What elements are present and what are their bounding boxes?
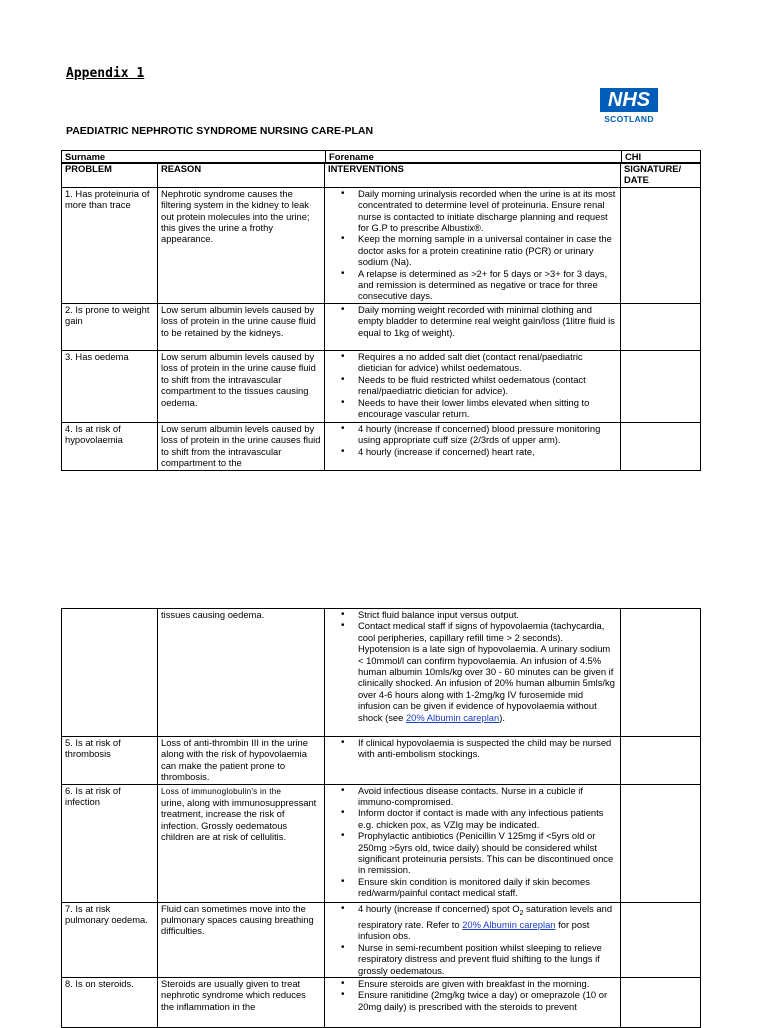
table-row (62, 977, 701, 1027)
list-item-text: Contact medical staff if signs of hypovolaemia (tachycardia, cool peripheries, capillary refill time > 2 seconds). Hypotension is a late sign of hypovolaemia. A urinary sodium < 10mmol/l can confirm hypovolaemia. An infusion of 4.5% human albumin 10mls/kg over 30 - 60 minutes can be given if clinically shocked. An infusion of 20% human albumin 5mls/kg over 4-6 hours along with 1-2mg/kg IV furosemide mid infusion can be given if evidence of hypovolaemia without shock (see (358, 620, 615, 723)
forename-label: Forename (326, 151, 622, 164)
interventions-cell (325, 303, 621, 350)
subscript-2: 2 (519, 909, 524, 917)
interventions-cell (325, 187, 621, 303)
list-item: • Strict fluid balance input versus output. (358, 609, 617, 620)
table-row (62, 902, 701, 977)
reason-cell: Nephrotic syndrome causes the filtering system in the kidney to leak out protein molecules into the urine; this gives the urine a frothy appearance. (158, 187, 325, 303)
list-item: • Keep the morning sample in a universal container in case the doctor asks for a protein creatinine ratio (PCR) or urinary sodium (Na). (358, 233, 617, 267)
table-row (62, 737, 701, 785)
interventions-cell (325, 737, 621, 785)
signature-cell[interactable] (621, 784, 701, 902)
reason-cell: Steroids are usually given to treat nephrotic syndrome which reduces the inflammation in the (158, 977, 325, 1027)
list-item: • Daily morning weight recorded with minimal clothing and empty bladder to determine real weight gain/loss (1litre fluid is equal to 1kg of weight). (358, 304, 617, 338)
nhs-logo-subtitle: SCOTLAND (604, 114, 654, 124)
albumin-careplan-link[interactable]: 20% Albumin careplan (405, 711, 500, 723)
signature-cell[interactable] (621, 303, 701, 350)
interventions-cell (325, 422, 621, 470)
albumin-careplan-link[interactable]: 20% Albumin careplan (462, 918, 556, 930)
column-header-signature: SIGNATURE/ DATE (621, 163, 701, 188)
nhs-logo-mark: NHS (600, 88, 658, 112)
list-item: • A relapse is determined as >2+ for 5 days or >3+ for 3 days, and remission is determined as negative or trace for three consecutive days. (358, 268, 617, 302)
list-item: • 4 hourly (increase if concerned) heart rate, (358, 446, 617, 457)
reason-cell: Low serum albumin levels caused by loss of protein in the urine cause fluid to shift from the intravascular compartment to the tissues causing oedema. (158, 350, 325, 422)
reason-cell: tissues causing oedema. (158, 609, 325, 737)
list-item-text-end: ). (499, 711, 505, 723)
reason-cell (158, 784, 325, 902)
table-row (62, 609, 701, 737)
column-header-reason: REASON (158, 163, 325, 188)
problem-cell: 2. Is prone to weight gain (62, 303, 158, 350)
list-item-text: for post infusion obs. (358, 918, 590, 942)
interventions-cell (325, 977, 621, 1027)
chi-label: CHI (622, 151, 701, 164)
appendix-heading: Appendix 1 (66, 66, 145, 81)
signature-cell[interactable] (621, 609, 701, 737)
reason-cell: Loss of anti-thrombin III in the urine along with the risk of hypovolaemia can make the patient prone to thrombosis. (158, 737, 325, 785)
list-item: • 4 hourly (increase if concerned) blood pressure monitoring using appropriate cuff size (2/3rds of upper arm). (358, 423, 617, 446)
column-header-problem: PROBLEM (62, 163, 158, 188)
signature-cell[interactable] (621, 350, 701, 422)
list-item-text: 4 hourly (increase if concerned) spot O (358, 902, 520, 914)
reason-cell: Low serum albumin levels caused by loss of protein in the urine cause fluid to be retained by the kidneys. (158, 303, 325, 350)
signature-cell[interactable] (621, 977, 701, 1027)
list-item: • Inform doctor if contact is made with any infectious patients e.g. chicken pox, as VZIg may be indicated. (358, 807, 617, 830)
list-item: • Ensure steroids are given with breakfast in the morning. (358, 978, 617, 989)
list-item-text: saturation levels and respiratory rate. Refer to (358, 902, 613, 930)
reason-text-small: Loss of immunoglobulin's in the (161, 786, 282, 796)
interventions-cell (325, 609, 621, 737)
problem-cell: 5. Is at risk of thrombosis (62, 737, 158, 785)
interventions-cell (325, 350, 621, 422)
reason-cell: Fluid can sometimes move into the pulmonary spaces causing breathing difficulties. (158, 902, 325, 977)
interventions-cell (325, 784, 621, 902)
reason-text: urine, along with immunosuppressant treatment, increase the risk of infection. Grossly oedematous children are at risk of cellulitis. (161, 797, 317, 843)
signature-cell[interactable] (621, 737, 701, 785)
list-item: • Ensure ranitidine (2mg/kg twice a day) or omeprazole (10 or 20mg daily) is prescribed with the steroids to prevent (358, 989, 617, 1012)
table-row (62, 784, 701, 902)
table-row (62, 187, 701, 303)
list-item: • Avoid infectious disease contacts. Nurse in a cubicle if immuno-compromised. (358, 785, 617, 808)
signature-cell[interactable] (621, 187, 701, 303)
care-plan-table-page2 (61, 608, 701, 1028)
reason-cell: Low serum albumin levels caused by loss of protein in the urine causes fluid to shift from the intravascular compartment to the (158, 422, 325, 470)
column-header-row (62, 163, 701, 188)
signature-cell[interactable] (621, 902, 701, 977)
list-item: • Prophylactic antibiotics (Penicillin V 125mg if <5yrs old or 250mg >5yrs old, twice daily) should be considered whilst significant proteinuria persists. This can be discontinued once in remission. (358, 830, 617, 876)
list-item: • Nurse in semi-recumbent position whilst sleeping to relieve respiratory distress and prevent fluid shifting to the lungs if grossly oedematous. (358, 942, 617, 976)
problem-cell: 1. Has proteinuria of more than trace (62, 187, 158, 303)
list-item (358, 620, 617, 723)
problem-cell: 8. Is on steroids. (62, 977, 158, 1027)
list-item: • Needs to be fluid restricted whilst oedematous (contact renal/paediatric dietician for advice). (358, 374, 617, 397)
list-item: • Requires a no added salt diet (contact renal/paediatric dietician for advice) whilst oedematous. (358, 351, 617, 374)
care-plan-table-main (61, 162, 701, 471)
table-row (62, 350, 701, 422)
list-item: • Ensure skin condition is monitored daily if skin becomes red/warm/painful contact medical staff. (358, 876, 617, 899)
signature-cell[interactable] (621, 422, 701, 470)
nhs-scotland-logo (600, 88, 662, 132)
table-row (62, 303, 701, 350)
list-item: • Daily morning urinalysis recorded when the urine is at its most concentrated to determine level of proteinuria. Ensure renal nurse is contacted to initiate discharge planning and request for G.P to prescribe Albustix®. (358, 188, 617, 234)
column-header-interventions: INTERVENTIONS (325, 163, 621, 188)
problem-cell: 3. Has oedema (62, 350, 158, 422)
list-item: • If clinical hypovolaemia is suspected the child may be nursed with anti-embolism stockings. (358, 737, 617, 760)
list-item: • Needs to have their lower limbs elevated when sitting to encourage vascular return. (358, 397, 617, 420)
document-title: PAEDIATRIC NEPHROTIC SYNDROME NURSING CARE-PLAN (66, 125, 374, 137)
surname-label: Surname (62, 151, 326, 164)
problem-cell: 6. Is at risk of infection (62, 784, 158, 902)
problem-cell: 4. Is at risk of hypovolaemia (62, 422, 158, 470)
table-row (62, 422, 701, 470)
list-item (358, 903, 617, 942)
problem-cell: 7. Is at risk pulmonary oedema. (62, 902, 158, 977)
interventions-cell (325, 902, 621, 977)
problem-cell (62, 609, 158, 737)
